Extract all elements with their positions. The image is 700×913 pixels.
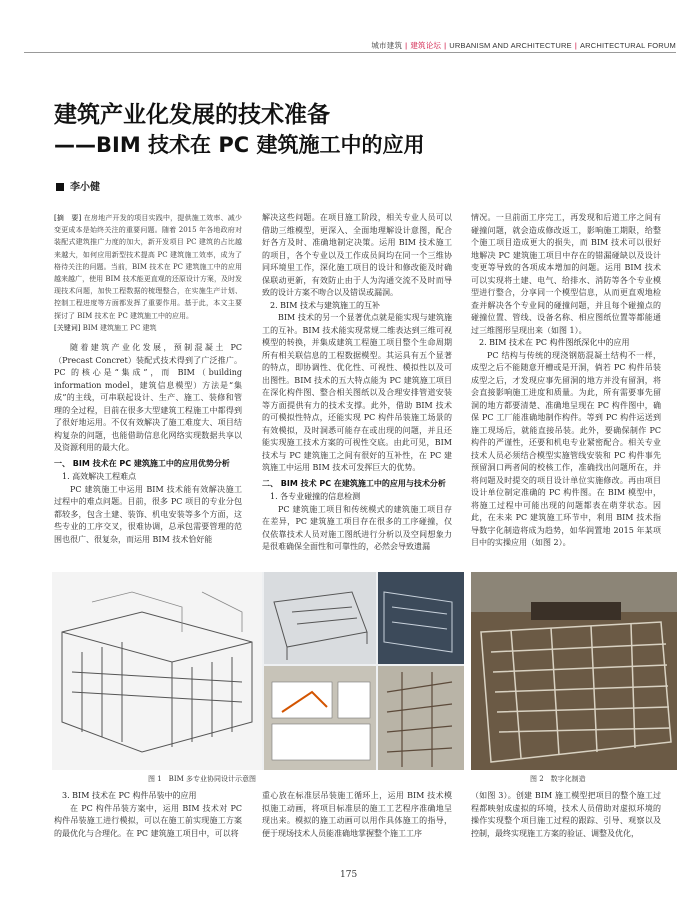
page-number: 175 — [340, 870, 358, 880]
author-line — [56, 178, 100, 193]
column-2 — [262, 212, 452, 596]
subheading-2-1: 1. 各专业碰撞的信息检测 — [270, 492, 361, 501]
abstract — [54, 212, 242, 322]
keywords-label: [关键词] — [54, 323, 81, 332]
article-subtitle: ——BIM 技术在 PC 建筑施工中的应用 — [54, 133, 425, 157]
subheading-2-3: 3. BIM 技术在 PC 构件吊装中的应用 — [62, 791, 197, 800]
column-3 — [471, 212, 661, 596]
header-english-forum: ARCHITECTURAL FORUM — [579, 41, 676, 50]
journal-header: 城市建筑 | 建筑论坛 | URBANISM AND ARCHITECTURE | ARCHITECTURAL FORUM — [371, 41, 676, 50]
article-title: 建筑产业化发展的技术准备 — [54, 102, 330, 128]
subheading-2-2: 2. BIM 技术在 PC 构件图纸深化中的应用 — [479, 338, 630, 347]
paragraph-2-3-cont: 重心放在标准层吊装施工循环上，运用 BIM 技术模拟施工动画，将项目标准层的施工工艺程序准确地呈现出来。模拟的施工动画可以用作具体施工的指导，便于现场技术人员能准确地掌握整个施工工序 — [262, 791, 452, 838]
figure-1-caption: 图 1 BIM 多专业协同设计示意图 — [148, 775, 256, 783]
figure-2-image — [471, 572, 677, 770]
figure-1 — [52, 572, 464, 770]
header-section-city: 城市建筑 — [371, 41, 403, 50]
section-heading-1: 一、 BIM 技术在 PC 建筑施工中的应用优势分析 — [54, 458, 230, 468]
paragraph-2-1-cont: 情况。一旦前面工序完工，再发现和后道工序之间有碰撞问题，就会造成修改返工，影响施工期限，给整个施工项目造成更大的损失，而 BIM 技术可以很好地解决 PC 建筑施工项目中存在的错漏碰缺以及设计变更等导致的各项成本增加的问题。运用 BIM 技术可以实现将土建、电气、给排水、消防等各个专业模型进行整合，分享同一个模型信息，从而更直观地检查并解决各个专业间的碰撞问题，并且每个碰撞点的碰撞位置、管线、设备名称、相应图纸位置等都能通过三维图形呈现出来（如图 1）。 — [471, 213, 661, 335]
bottom-column-2 — [262, 790, 452, 850]
bottom-column-1 — [54, 790, 242, 850]
column-1 — [54, 212, 242, 596]
subheading-1-1: 1. 高效解决工程难点 — [62, 472, 137, 482]
figure-2-caption: 图 2 数字化制造 — [530, 775, 586, 783]
paragraph-2-1: PC 建筑施工项目和传统模式的建筑施工项目存在差异，PC 建筑施工项目存在很多的工序碰撞，仅仅依靠技术人员对施工图纸进行分析以及空间想象力是很难确保全面性和可靠性的，必然会导致遗漏 — [262, 504, 452, 551]
header-english-title: URBANISM AND ARCHITECTURE — [449, 41, 572, 50]
paragraph-1-1-cont: 解决这些问题。在项目施工阶段，相关专业人员可以借助三维模型，更深入、全面地理解设计意图，配合好各方及时、准确地制定决策。运用 BIM 技术施工的项目，各个专业以及工作成员间均在同一个三维协同环境里工作，深化施工项目的设计和修改能及时确保联动更新，有效防止由于人为沟通交流不及时而导致的设计方案不吻合以及错误或漏洞。 — [262, 213, 452, 297]
subheading-1-2: 2. BIM 技术与建筑施工的互补 — [270, 300, 380, 310]
author-name: 李小健 — [70, 182, 100, 193]
abstract-text: 在房地产开发的项目实践中，提供施工效率、减少变更成本是始终关注的重要问题。随着 2015 年各地政府对装配式建筑推广力度的加大，新开发项目 PC 建筑的占比越来越大，如何应用新型技术提高 PC 建筑施工效率，成为了格待关注的问题。当前，BIM 技术在 PC 建筑施工中的应用越来越广，使用 BIM 技术能更直观的还原设计方案，及时发现技术问题，加快工程数据的梳理整合，在实施生产计划、控制工程进度等方面都发挥了重要作用。基于此，本文主要探讨了 BIM 技术在 PC 建筑施工中的应用。 — [54, 214, 242, 320]
paragraph-2-3: 在 PC 构件吊装方案中，运用 BIM 技术对 PC 构件吊装施工进行模拟，可以在施工前实现施工方案的最优化与合理化。在 PC 建筑施工项目中，可以将 — [54, 803, 242, 838]
figure-2 — [471, 572, 677, 770]
keywords-text: BIM 建筑施工 PC 建筑 — [82, 323, 157, 332]
author-bullet-icon — [56, 183, 64, 191]
paragraph-1-2: BIM 技术的另一个显著优点就是能实现与建筑施工的互补。BIM 技术能实现常规二维表达到三维可视模型的转换，并集成建筑工程施工项目整个生命周期所有相关联信息的工程数据模型。其运具有五个显著的特点，即协调性、优化性、可视性、模拟性以及可出图性。BIM 技术的五大特点能为 PC 建筑施工项目在深化构件图、整合相关图纸以及合理安排管道安装等方面提供有力的技术支撑。此外，借助 BIM 技术的可模拟性特点，还能实现 PC 构件吊装施工场景的有效模拟，及时洞悉可能存在或出现的问题，并且还能实现施工技术方案的可视性交底。由此可见，BIM 技术与 PC 建筑施工之间有很好的互补性，在 PC 建筑施工中运用 BIM 技术可发挥巨大的优势。 — [262, 313, 452, 472]
paragraph-2-3-end: （如图 3）。创建 BIM 施工模型把项目的整个施工过程都映射成虚拟的环境，技术人员借助对虚拟环境的操作实现整个项目施工过程的跟踪、引导、观察以及控制，最终实现施工方案的验证、调整及优化， — [471, 791, 661, 838]
figure-1-image — [52, 572, 464, 770]
paragraph-2-2: PC 结构与传统的现浇钢筋混凝土结构不一样，成型之后不能随意开槽或是开洞，倘若 PC 构件吊装成型之后，才发现应事先留洞的地方并没有留洞，将会直接影响施工进度和质量。为此，所有需要事先留洞的地方都要清楚、准确地呈现在 PC 构件图中，确保 PC 工厂能准确地制作构件。等到 PC 构件运送到施工现场后，就能直接吊装。此外，要确保制作 PC 构件的严谨性，还要和机电专业紧密配合。相关专业技术人员必须结合模型实施管线安装和 PC 构件事先预留洞口两者间的校核工作，准确找出问题所在，并将问题及时提交的项目设计单位实施修改。再由项目设计单位制定准确的 PC 构件图。在 BIM 模型中，将施工过程中可能出现的问题都表在萌芽状态。因此，在未来 PC 建筑施工环节中，利用 BIM 技术指导数字化制造将成为趋势，如华润置地 2015 年某项目中的实操应用（如图 2）。 — [471, 350, 661, 547]
header-section-forum: 建筑论坛 — [410, 41, 442, 50]
intro-paragraph: 随着建筑产业化发展，预制混凝土 PC（Precast Concret）装配式技术得到了广泛推广。PC 的核心是“集成”，而 BIM（building information model，建筑信息模型）方法是“集成”的主线，可串联起设计、生产、施工、装修和管理的全过程，目前在很多大型建筑工程施工中都得到了很好地运用。不仅有效解决了施工难度大、项目结构复杂的问题，也能借助信息化网络实现数据共享以及资源利用的最大化。 — [54, 343, 242, 453]
bottom-column-3 — [471, 790, 661, 850]
keywords — [54, 322, 242, 335]
paragraph-1-1: PC 建筑施工中运用 BIM 技术能有效解决施工过程中的难点问题。目前，很多 PC 项目的专业分包都较多，包含土建、装饰、机电安装等多个方面，这些专业的工序交叉，很难协调，总承包需要管理的范围也很广、很复杂，而运用 BIM 技术恰好能 — [54, 484, 242, 544]
abstract-label: [摘 要] — [54, 214, 82, 222]
header-rule — [24, 52, 676, 53]
section-heading-2: 二、 BIM 技术 PC 在建筑施工中的应用与技术分析 — [262, 478, 446, 488]
